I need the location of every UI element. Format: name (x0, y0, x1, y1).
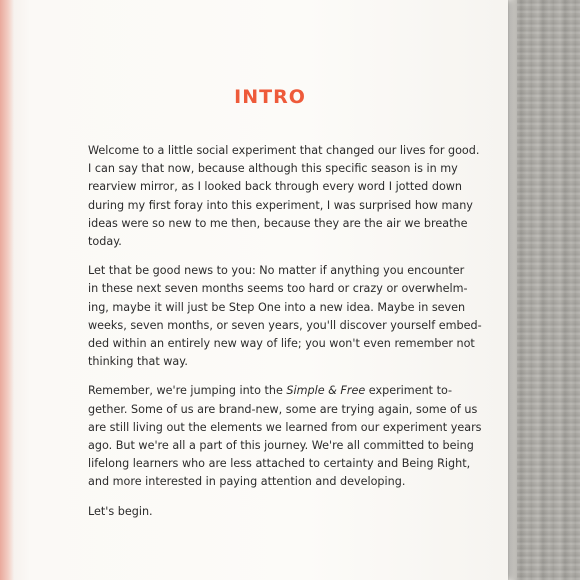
text-line: Let's begin. (88, 504, 153, 518)
text-line: gether. Some of us are brand-new, some are trying again, some of us (88, 402, 478, 416)
text-line: during my first foray into this experiment, I was surprised how many (88, 198, 473, 212)
text-line-with-italic: Remember, we're jumping into the Simple & Free experiment to- (88, 384, 453, 398)
text-line: ing, maybe it will just be Step One into a new idea. Maybe in seven (88, 300, 466, 314)
text-line: ded within an entirely new way of life; you won't even remember not (88, 337, 475, 351)
text-line: lifelong learners who are less attached to certainty and Being Right, (88, 457, 471, 471)
text-line: weeks, seven months, or seven years, you'll discover yourself embed- (88, 318, 482, 332)
paragraph-1 (88, 142, 480, 251)
text-line: ago. But we're all a part of this journey. We're all committed to being (88, 439, 474, 453)
page-title: INTRO (234, 86, 306, 108)
text-line: thinking that way. (88, 355, 188, 369)
text-line: Welcome to a little social experiment that changed our lives for good. (88, 144, 480, 157)
text-line: and more interested in paying attention and developing. (88, 475, 406, 489)
text-line: rearview mirror, as I looked back through every word I jotted down (88, 180, 463, 194)
paragraph-4 (88, 503, 450, 521)
text-line: ideas were so new to me then, because they are the air we breathe (88, 216, 468, 230)
body-text (88, 142, 482, 532)
text-line: in these next seven months seems too hard or crazy or overwhelm- (88, 282, 468, 296)
paragraph-2 (88, 262, 482, 371)
paragraph-3 (88, 382, 482, 491)
book-title-italic: Simple & Free (286, 384, 366, 398)
text-line: I can say that now, because although this specific season is in my (88, 162, 458, 176)
text-line: Let that be good news to you: No matter if anything you encounter (88, 264, 465, 278)
text-line: today. (88, 235, 122, 249)
text-line: are still living out the elements we learned from our experiment years (88, 420, 482, 434)
